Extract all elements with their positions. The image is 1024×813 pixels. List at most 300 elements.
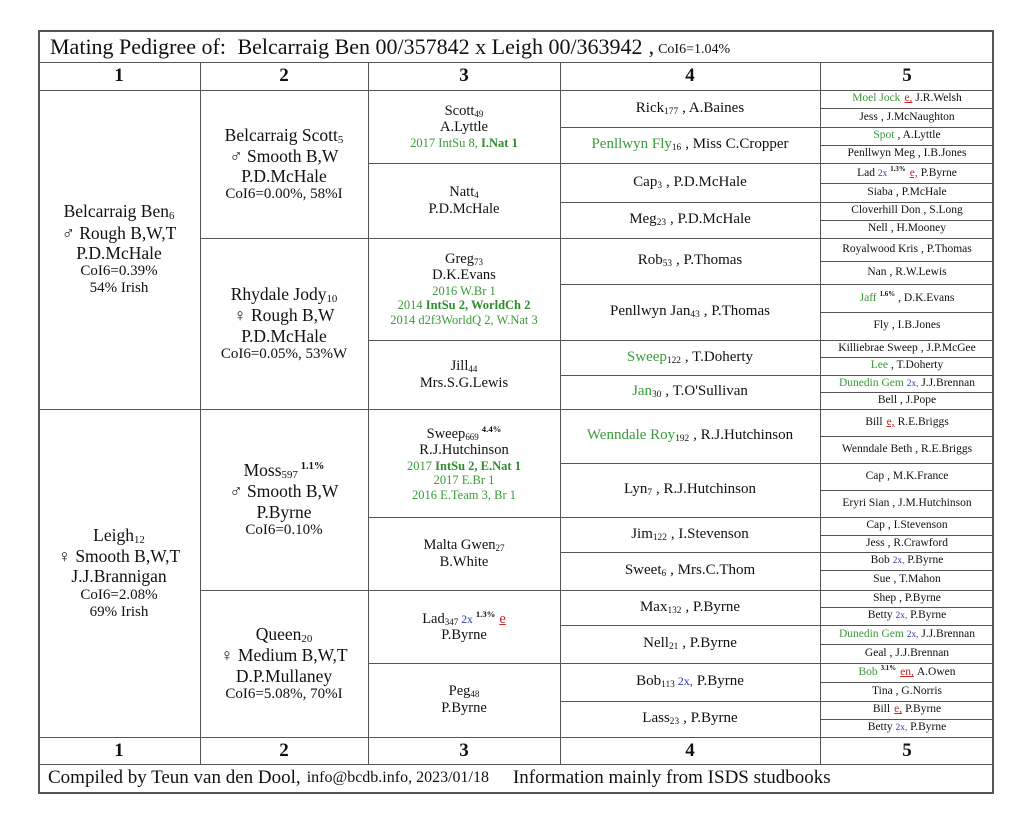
award-line [407,459,521,473]
owner: P.Byrne [441,627,487,644]
dog-name: Bob [858,666,878,679]
name-line [591,136,788,154]
name-line [231,284,338,305]
gen5-dog [820,220,994,238]
owner: P.Byrne [696,673,744,690]
sex-type-line [58,546,180,566]
gen2-dog [200,590,368,737]
award-bold: IntSu 2, E.Nat 1 [435,459,521,474]
dog-number: 597 [281,469,298,482]
name-line [587,427,793,445]
gen3-dog [368,163,560,238]
title-sep: , [648,34,655,60]
dog-name: Cap [633,173,658,190]
name-line [643,635,737,653]
owner: , T.Doherty [684,348,754,365]
name-line [865,647,949,660]
owner: , T.O'Sullivan [665,383,748,400]
name-line [449,683,480,700]
owner: , P.Thomas [703,303,770,320]
coi: CoI6=0.00%, 58%I [225,186,343,203]
sex-type-line [233,305,334,325]
owner: P.Byrne [441,700,487,716]
owner: A.Lyttle [440,119,488,136]
sex-symbol: ♂ [229,145,243,166]
award: 2017 [407,459,433,474]
dog-number: 20 [301,633,313,646]
dog-name: Killiebrae Sweep [838,341,918,354]
owner: , P.D.McHale [666,173,747,190]
eye-mark: e, [886,415,895,428]
footer-email: info@bcdb.info, 2023/01/18 [306,768,489,786]
gen3-dog [368,517,560,590]
owner: J.J.Brennan [921,627,975,640]
award-line [398,298,531,312]
gen4-dog [560,163,820,202]
sex-symbol: ♀ [233,305,247,326]
owner: , M.K.France [887,469,949,482]
footer [42,764,996,792]
eye-mark: en, [900,666,914,679]
dog-name: Tina [872,684,893,697]
dog-number: 30 [652,390,662,401]
dog-name: Royalwood Kris [842,242,918,255]
dog-name: Cap [866,519,885,532]
irish-percent: 54% Irish [89,280,149,297]
owner: P.D.McHale [76,242,162,263]
dog-name: Jan [632,383,653,400]
name-line [451,358,478,375]
owner: A.Owen [916,666,956,679]
owner: , I.Stevenson [887,519,948,532]
dog-name: Meg [629,211,657,228]
pedigree-title [42,32,998,62]
dog-number: 7 [647,488,652,499]
award-line: 2014 d2f3WorldQ 2, W.Nat 3 [390,312,538,327]
dog-name: Natt [449,183,475,200]
award-bold: I.Nat 1 [481,135,518,150]
dog-number: 177 [664,106,679,117]
owner: , P.Thomas [676,252,743,269]
gen5-dog [820,357,994,375]
dog-name: Jess [866,536,885,549]
sex-type-line [220,645,347,665]
name-line [859,111,954,124]
dog-name: Sue [873,573,891,586]
owner: , P.Byrne [899,591,941,604]
dog-name: Max [639,598,668,615]
owner: , J.Pope [900,393,937,406]
dog-name: Penllwyn Jan [610,303,691,320]
dog-name: Eryri Sian [842,496,890,509]
name-line [873,703,941,716]
owner: R.J.Hutchinson [419,442,509,459]
coi-percent: 1.3% [890,165,906,173]
gen5-dog [820,312,994,340]
gen5-dog [820,682,994,701]
repeat-mark: 2x [878,167,888,178]
name-line [865,416,948,429]
gen4-dog [560,284,820,340]
dog-number: 23 [656,218,666,229]
owner: , I.B.Jones [891,319,941,332]
owner: , P.Byrne [682,635,737,652]
gen5-dog [820,375,994,392]
gen4-dog [560,663,820,701]
footer-info: Information mainly from ISDS studbooks [512,767,831,789]
dog-name: Sweet [624,562,662,579]
coat-type: Smooth B,W,T [75,546,181,567]
dog-number: 10 [326,293,338,306]
name-line [449,184,478,201]
gen4-dog [560,701,820,737]
name-line [244,460,325,481]
award-bold: IntSu 2, WorldCh 2 [425,298,531,313]
dog-number: 49 [474,108,484,119]
footer-compiled: Compiled by Teun van den Dool, [48,767,301,789]
name-line [868,609,947,622]
name-line [642,710,737,728]
name-line [839,377,975,390]
header-top-col-5: 5 [902,65,912,87]
gen5-dog [820,127,994,145]
name-line [868,222,946,235]
award-line [410,136,518,150]
dog-name: Rhydale Jody [230,284,327,305]
repeat-mark: 2x, [895,722,908,733]
dog-number: 669 [465,431,479,442]
dog-name: Spot [873,129,895,142]
gen5-dog [820,719,994,737]
gen5-dog [820,517,994,535]
name-line [636,100,744,118]
gen5-dog [820,238,994,261]
dog-name: Dunedin Gem [839,376,904,389]
name-line [633,174,747,192]
owner: , I.Stevenson [670,525,749,542]
name-line [842,497,971,510]
gen4-dog [560,625,820,663]
gen4-dog [560,409,820,463]
gen5-dog [820,261,994,284]
gen4-dog [560,552,820,590]
owner: , R.J.Hutchinson [693,427,794,444]
name-line [868,721,947,734]
dog-number: 12 [133,533,145,546]
dog-name: Geal [864,646,887,659]
gen5-dog [820,570,994,590]
dog-number: 53 [662,259,673,270]
dog-number: 27 [495,542,505,553]
owner: , A.Lyttle [897,129,941,142]
gen3-dog [368,409,560,517]
owner: , J.P.McGee [920,341,976,354]
owner: , R.W.Lewis [889,265,947,278]
dog-name: Lad [857,166,876,179]
dog-name: Nell [867,222,888,235]
dog-number: 192 [675,434,690,445]
owner: , J.M.Hutchinson [892,496,972,509]
coi-percent: 4.4% [481,423,502,434]
name-line [631,526,749,544]
repeat-mark: 2x, [892,555,905,566]
owner: , D.K.Evans [898,291,955,304]
dog-number: 3 [657,180,662,191]
gen4-dog [560,90,820,127]
sex-type-line [230,481,339,501]
name-line [858,665,955,679]
award: 2014 [397,298,423,313]
gen4-dog [560,340,820,375]
name-line [873,573,940,586]
name-line [871,359,944,372]
gen5-dog [820,183,994,202]
dog-name: Bob [870,554,890,567]
owner: P.Byrne [256,501,312,522]
dog-name: Betty [867,721,893,734]
dog-name: Wenndale Beth [841,442,913,455]
dog-name: Bill [872,703,891,716]
gen5-dog [820,607,994,625]
dog-name: Peg [448,683,471,700]
coi-percent: 3.1% [880,665,897,673]
dog-number: 43 [690,310,700,321]
name-line [866,537,948,550]
name-line [445,251,483,268]
gen3-dog [368,340,560,409]
coi-percent: 1.3% [475,608,496,619]
name-line [625,562,755,580]
gen3-dog [368,590,560,663]
dog-name: Sweep [426,425,466,442]
dog-number: 132 [667,605,682,616]
dog-number: 23 [669,717,680,728]
name-line [225,125,344,146]
owner: , Miss C.Cropper [685,136,789,153]
gen4-dog [560,202,820,238]
name-line [839,628,975,641]
eye-mark: e, [904,92,913,105]
name-line [842,443,972,456]
owner: , P.Byrne [685,598,741,615]
coi: CoI6=2.08% [80,586,158,603]
dog-name: Leigh [93,524,134,545]
gen4-dog [560,127,820,163]
dog-name: Lyn [623,481,648,498]
dog-number: 122 [652,532,667,543]
dog-name: Rick [635,99,665,116]
name-line [867,266,946,279]
dog-number: 6 [169,210,175,223]
name-line [423,537,504,554]
title-coi: CoI6=1.04% [658,41,731,57]
eye-mark: e, [909,166,918,179]
dog-name: Penllwyn Fly [591,136,672,153]
name-line [624,481,756,499]
name-line [445,103,484,120]
gen5-dog [820,284,994,312]
dog-name: Bell [877,393,898,406]
gen3-dog [368,663,560,737]
name-line [640,599,740,617]
coi: CoI6=0.10% [245,521,323,538]
name-line [873,592,941,605]
gen5-dog [820,490,994,517]
dog-name: Dunedin Gem [839,627,904,640]
owner: Mrs.S.G.Lewis [419,374,509,391]
dog-number: 16 [671,143,682,154]
dog-name: Penllwyn Meg [847,147,915,160]
gen4-dog [560,375,820,409]
owner: D.K.Evans [432,267,496,284]
owner: , J.McNaughton [880,110,955,123]
name-line [64,201,175,222]
owner: B.White [439,553,489,570]
dog-name: Moel Jock [852,92,901,105]
gen5-dog [820,409,994,436]
gen5-dog [820,145,994,163]
gen5-dog [820,340,994,357]
gen2-dog [200,90,368,238]
owner: J.J.Brennan [921,376,975,389]
dog-name: Moss [243,460,282,481]
owner: , P.McHale [895,185,947,198]
award-line [434,473,495,487]
sex-symbol: ♂ [61,222,75,243]
gen5-dog [820,392,994,409]
owner: , J.J.Brennan [889,646,950,659]
gen5-dog [820,90,994,108]
name-line [427,424,502,443]
header-bottom-col-4: 4 [685,739,695,761]
sex-symbol: ♀ [57,546,71,567]
name-line [874,319,941,332]
repeat-mark: 2x, [895,610,908,621]
repeat-mark: 2x, [677,674,693,689]
dog-number: 21 [668,642,679,653]
gen5-dog [820,590,994,607]
owner: , I.B.Jones [917,147,967,160]
repeat-mark: 2x, [906,377,919,388]
dog-name: Lass [642,710,670,727]
owner: , A.Baines [682,99,745,116]
gen1-dog [38,90,200,409]
gen3-dog [368,90,560,163]
coi-percent: 1.6% [879,290,896,298]
gen5-dog [820,202,994,220]
repeat-mark: 2x [461,612,473,626]
owner: P.Byrne [907,554,944,567]
name-line [866,470,949,483]
gen5-dog [820,463,994,490]
repeat-mark: 2x, [906,628,919,639]
dog-name: Rob [637,252,663,269]
dog-name: Siaba [867,185,893,198]
eye-mark: e [499,610,506,627]
gen5-dog [820,552,994,570]
dog-name: Malta Gwen [423,536,496,553]
gen5-dog [820,663,994,682]
coat-type: Smooth B,W [247,481,339,502]
dog-number: 48 [470,689,480,700]
dog-name: Jess [859,110,878,123]
gen2-dog [200,409,368,590]
dog-number: 122 [666,355,681,366]
award-line: 2016 E.Team 3, Br 1 [412,487,516,502]
dog-name: Bill [865,415,883,428]
owner: P.D.McHale [428,200,500,217]
name-line [636,673,744,691]
dog-name: Scott [444,102,475,119]
gen5-dog [820,436,994,463]
owner: R.E.Briggs [897,415,949,428]
header-bottom-col-5: 5 [902,739,912,761]
gen5-dog [820,163,994,183]
dog-number: 5 [337,133,344,146]
owner: J.J.Brannigan [71,566,167,587]
name-line [842,243,972,256]
dog-name: Betty [867,609,893,622]
dog-name: Jill [450,357,469,374]
name-line [872,685,942,698]
name-line [873,129,940,142]
gen4-dog [560,517,820,552]
gen5-dog [820,644,994,663]
name-line [860,291,955,305]
sex-type-line [230,146,339,166]
coi: CoI6=0.05%, 53%W [220,345,348,362]
dog-name: Belcarraig Ben [63,201,169,222]
award: 2017 IntSu 8, [410,135,478,150]
award-line [432,284,496,298]
header-top-col-1: 1 [114,65,124,87]
dog-name: Belcarraig Scott [224,124,338,145]
coat-type: Smooth B,W [247,145,339,166]
sex-symbol: ♀ [220,645,234,666]
title-mating: Belcarraig Ben 00/357842 x Leigh 00/363942 [237,34,643,60]
owner: , Mrs.C.Thom [670,562,756,579]
owner: , P.Byrne [683,710,738,727]
name-line [256,624,313,645]
header-bottom-col-3: 3 [459,739,469,761]
name-line [866,519,947,532]
gen3-dog [368,238,560,340]
dog-name: Bob [636,673,662,690]
name-line [857,166,957,180]
owner: P.Byrne [910,609,947,622]
dog-name: Lee [870,359,888,372]
owner: , H.Mooney [890,222,947,235]
dog-number: 6 [661,569,667,580]
owner: , P.Thomas [920,242,972,255]
gen2-dog [200,238,368,409]
owner: D.P.Mullaney [235,665,333,686]
header-bottom-col-1: 1 [114,739,124,761]
dog-name: Shep [873,591,897,604]
owner: P.Byrne [905,703,942,716]
owner: P.D.McHale [241,166,327,187]
owner: , T.Doherty [890,359,944,372]
name-line [871,554,944,567]
name-line [422,609,506,628]
dog-number: 4 [474,189,479,200]
dog-name: Jim [631,525,653,542]
dog-number: 44 [468,363,478,374]
dog-name: Wenndale Roy [586,427,676,444]
irish-percent: 69% Irish [89,603,149,620]
sex-symbol: ♂ [229,481,243,502]
name-line [632,383,748,401]
